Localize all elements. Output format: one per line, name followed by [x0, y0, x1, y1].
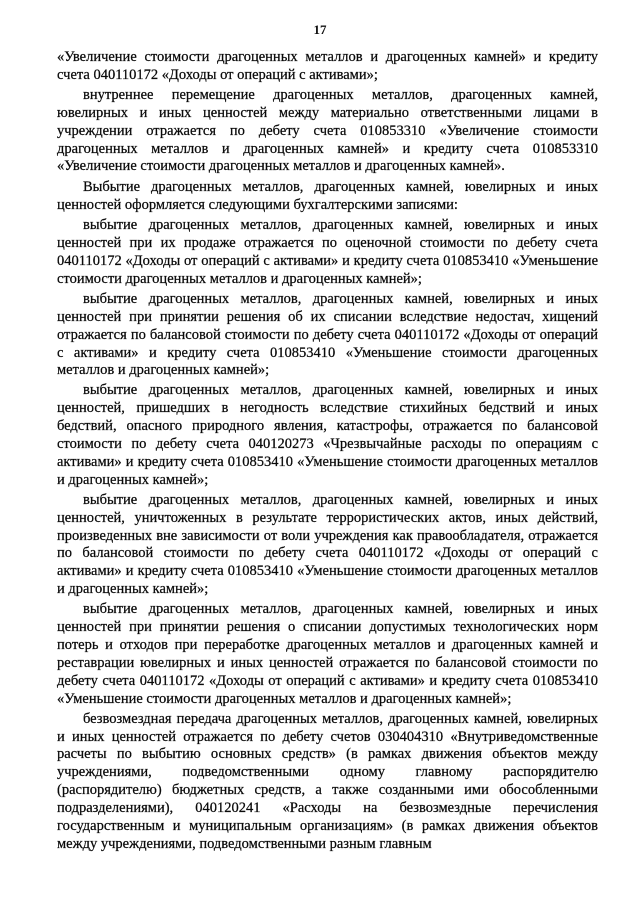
- paragraph-8: выбытие драгоценных металлов, драгоценных камней, ювелирных и иных ценностей при принятии решения о списании допустимых технологических норм потерь и отходов при переработке драгоценных металлов и драгоценных камней и реставрации ювелирных и иных ценностей отражается по балансовой стоимости по дебету счета 040110172 «Доходы от операций с активами» и кредиту счета 010853410 «Уменьшение стоимости драгоценных металлов и драгоценных камней»;: [57, 601, 598, 707]
- page-number: 17: [313, 22, 327, 37]
- paragraph-2: внутреннее перемещение драгоценных металлов, драгоценных камней, ювелирных и иных ценностей между материально ответственными лицами в учреждении отражается по дебету счета 010853310 «Увеличение стоимости драгоценных металлов и драгоценных камней» и кредиту счета 010853310 «Увеличение стоимости драгоценных металлов и драгоценных камней».: [57, 86, 598, 175]
- paragraph-4: выбытие драгоценных металлов, драгоценных камней, ювелирных и иных ценностей при их продаже отражается по оценочной стоимости по дебету счета 040110172 «Доходы от операций с активами» и кредиту счета 010853410 «Уменьшение стоимости драгоценных металлов и драгоценных камней»;: [57, 217, 598, 287]
- paragraph-3: Выбытие драгоценных металлов, драгоценных камней, ювелирных и иных ценностей оформляется следующими бухгалтерскими записями:: [57, 179, 598, 214]
- paragraph-1: «Увеличение стоимости драгоценных металлов и драгоценных камней» и кредиту счета 040110172 «Доходы от операций с активами»;: [57, 49, 598, 83]
- paragraph-7: выбытие драгоценных металлов, драгоценных камней, ювелирных и иных ценностей, уничтоженных в результате террористических актов, иных действий, произведенных вне зависимости от воли учреждения как правообладателя, отражается по балансовой стоимости по дебету счета 040110172 «Доходы от операций с активами» и кредиту счета 010853410 «Уменьшение стоимости драгоценных металлов и драгоценных камней»;: [57, 491, 598, 598]
- document-body: [57, 49, 598, 854]
- paragraph-9: безвозмездная передача драгоценных металлов, драгоценных камней, ювелирных и иных ценностей отражается по дебету счетов 030404310 «Внутриведомственные расчеты по выбытию основных средств» (в рамках движения объектов между учреждениями, подведомственными одному главному распорядителю (распорядителю) бюджетных средств, а также созданными ими обособленными подразделениями), 040120241 «Расходы на безвозмездные перечисления государственным и муниципальным организациям» (в рамках движения объектов между учреждениями, подведомственными разным главным: [57, 710, 598, 852]
- paragraph-5: выбытие драгоценных металлов, драгоценных камней, ювелирных и иных ценностей при принятии решения об их списании вследствие недостач, хищений отражается по балансовой стоимости по дебету счета 040110172 «Доходы от операций с активами» и кредиту счета 010853410 «Уменьшение стоимости драгоценных металлов и драгоценных камней»;: [57, 290, 598, 379]
- paragraph-6: выбытие драгоценных металлов, драгоценных камней, ювелирных и иных ценностей, пришедших в негодность вследствие стихийных бедствий и иных бедствий, опасного природного явления, катастрофы, отражается по балансовой стоимости по дебету счета 040120273 «Чрезвычайные расходы по операциям с активами» и кредиту счета 010853410 «Уменьшение стоимости драгоценных металлов и драгоценных камней»;: [57, 382, 598, 488]
